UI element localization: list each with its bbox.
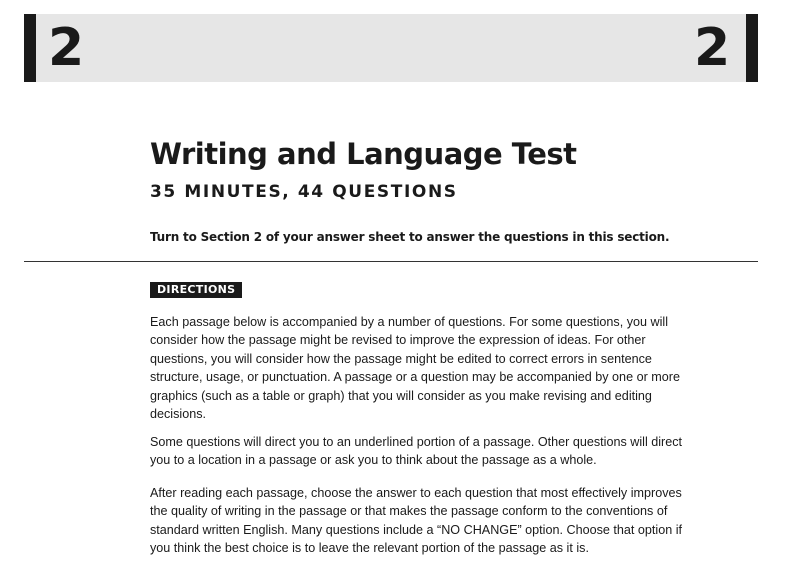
section-header-bar-left <box>24 14 36 82</box>
directions-paragraph: After reading each passage, choose the answer to each question that most effectively improves the quality of writing in the passage or that makes the passage conform to the conventions of standard written English. Many questions include a “NO CHANGE” option. Choose that option if you think the best choice is to leave the relevant portion of the passage as it is. <box>150 486 683 556</box>
section-number-left: 2 <box>48 18 85 78</box>
section-header-bar-right <box>746 14 758 82</box>
answer-sheet-instruction: Turn to Section 2 of your answer sheet to answer the questions in this section. <box>150 230 670 244</box>
directions-paragraph: Some questions will direct you to an underlined portion of a passage. Other questions will direct you to a location in a passage or ask you to think about the passage as a whole. <box>150 435 683 468</box>
test-title: Writing and Language Test <box>150 137 577 171</box>
directions-badge: DIRECTIONS <box>150 282 242 298</box>
section-header-band <box>24 14 758 82</box>
directions-paragraph: Each passage below is accompanied by a number of questions. For some questions, you will consider how the passage might be revised to improve the expression of ideas. For other questions, you will consider how the passage might be edited to correct errors in sentence structure, usage, or punctuation. A passage or a question may be accompanied by one or more graphics (such as a table or graph) that you will consider as you make revising and editing decisions. <box>150 315 680 422</box>
test-subtitle: 35 MINUTES, 44 QUESTIONS <box>150 182 458 202</box>
horizontal-divider <box>24 261 758 262</box>
section-number-right: 2 <box>694 18 731 78</box>
